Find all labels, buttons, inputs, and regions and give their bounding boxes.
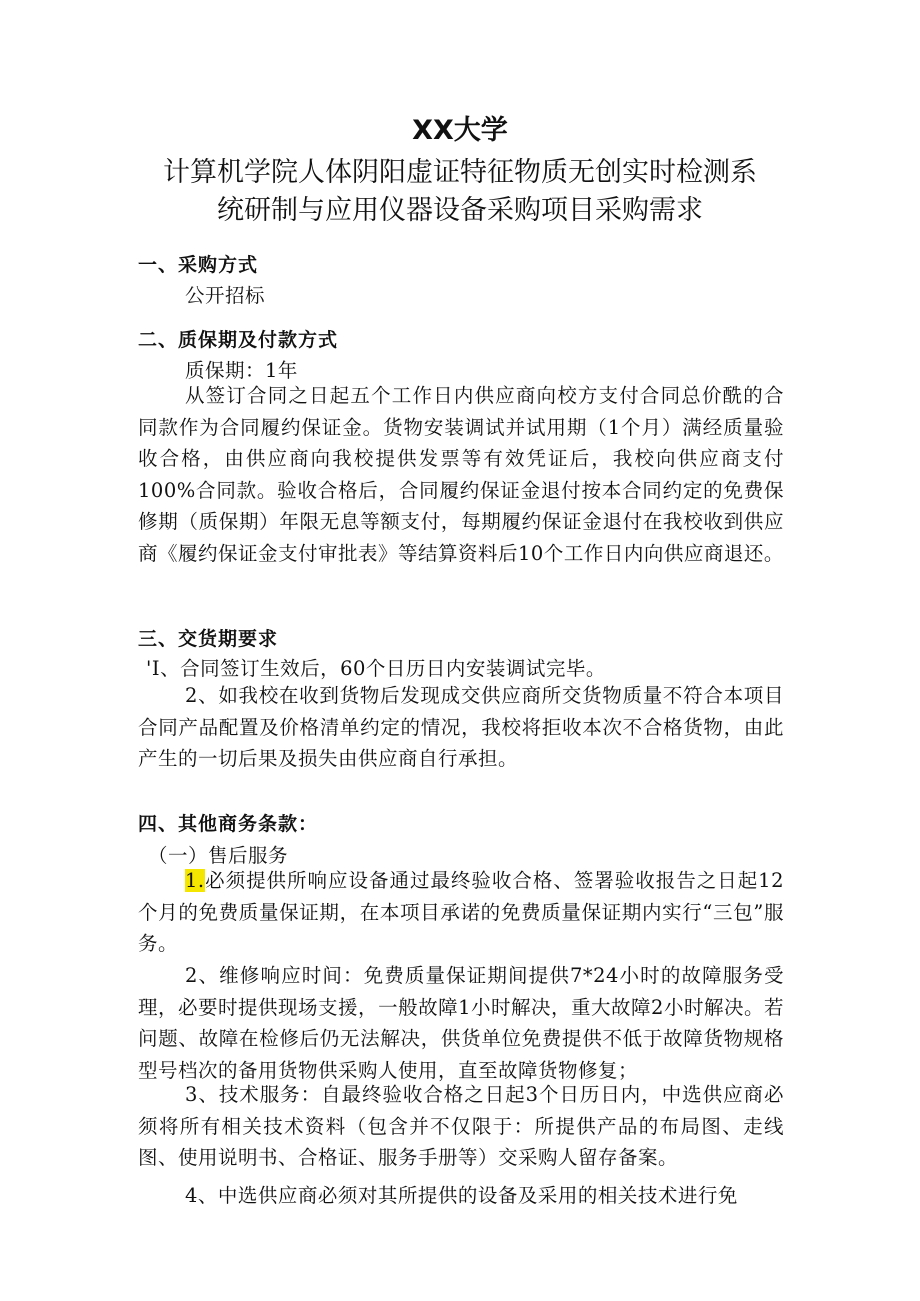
project-title-line2: 统研制与应用仪器设备采购项目采购需求: [217, 195, 703, 226]
after-sales-subheading: （一）售后服务: [148, 844, 289, 867]
delivery-item-1: 'I、合同签订生效后，60个日历日内安装调试完毕。: [146, 657, 606, 680]
section2-heading: 二、质保期及付款方式: [138, 329, 339, 351]
project-title-line1: 计算机学院人体阴阳虚证特征物质无创实时检测系: [163, 157, 757, 188]
warranty-period: 质保期：1年: [185, 359, 298, 382]
university-title: XX大学: [412, 115, 508, 146]
section3-heading: 三、交货期要求: [138, 628, 279, 650]
service-item-1-text: 必须提供所响应设备通过最终验收合格、签署验收报告之日起12个月的免费质量保证期，在本项目承诺的免费质量保证期内实行“三包”服务。: [138, 869, 784, 955]
highlighted-number: 1.: [185, 869, 205, 892]
section1-heading: 一、采购方式: [138, 254, 259, 276]
service-item-3: 3、技术服务：自最终验收合格之日起3个日历日内，中选供应商必须将所有相关技术资料（包含并不仅限于：所提供产品的布局图、走线图、使用说明书、合格证、服务手册等）交采购人留存备案。: [138, 1083, 784, 1169]
service-item-4: 4、中选供应商必须对其所提供的设备及采用的相关技术进行免: [185, 1184, 738, 1207]
delivery-item-2: 2、如我校在收到货物后发现成交供应商所交货物质量不符合本项目合同产品配置及价格清单约定的情况，我校将拒收本次不合格货物，由此产生的一切后果及损失由供应商自行承担。: [138, 684, 784, 770]
service-item-1: [138, 865, 784, 960]
section4-heading: 四、其他商务条款：: [138, 813, 319, 835]
payment-paragraph: 从签订合同之日起五个工作日内供应商向校方支付合同总价酰的合同款作为合同履约保证金。货物安装调试并试用期（1个月）满经质量验收合格，由供应商向我校提供发票等有效凭证后，我校向供应商支付100%合同款。验收合格后，合同履约保证金退付按本合同约定的免费保修期（质保期）年限无息等额支付，每期履约保证金退付在我校收到供应商《履约保证金支付审批表》等结算资料后10个工作日内向供应商退还。: [138, 384, 784, 565]
service-item-2: 2、维修响应时间：免费质量保证期间提供7*24小时的故障服务受理，必要时提供现场支援，一般故障1小时解决，重大故障2小时解决。若问题、故障在检修后仍无法解决，供货单位免费提供不低于故障货物规格型号档次的备用货物供采购人使用，直至故障货物修复；: [138, 964, 784, 1082]
procurement-method: 公开招标: [185, 284, 266, 307]
